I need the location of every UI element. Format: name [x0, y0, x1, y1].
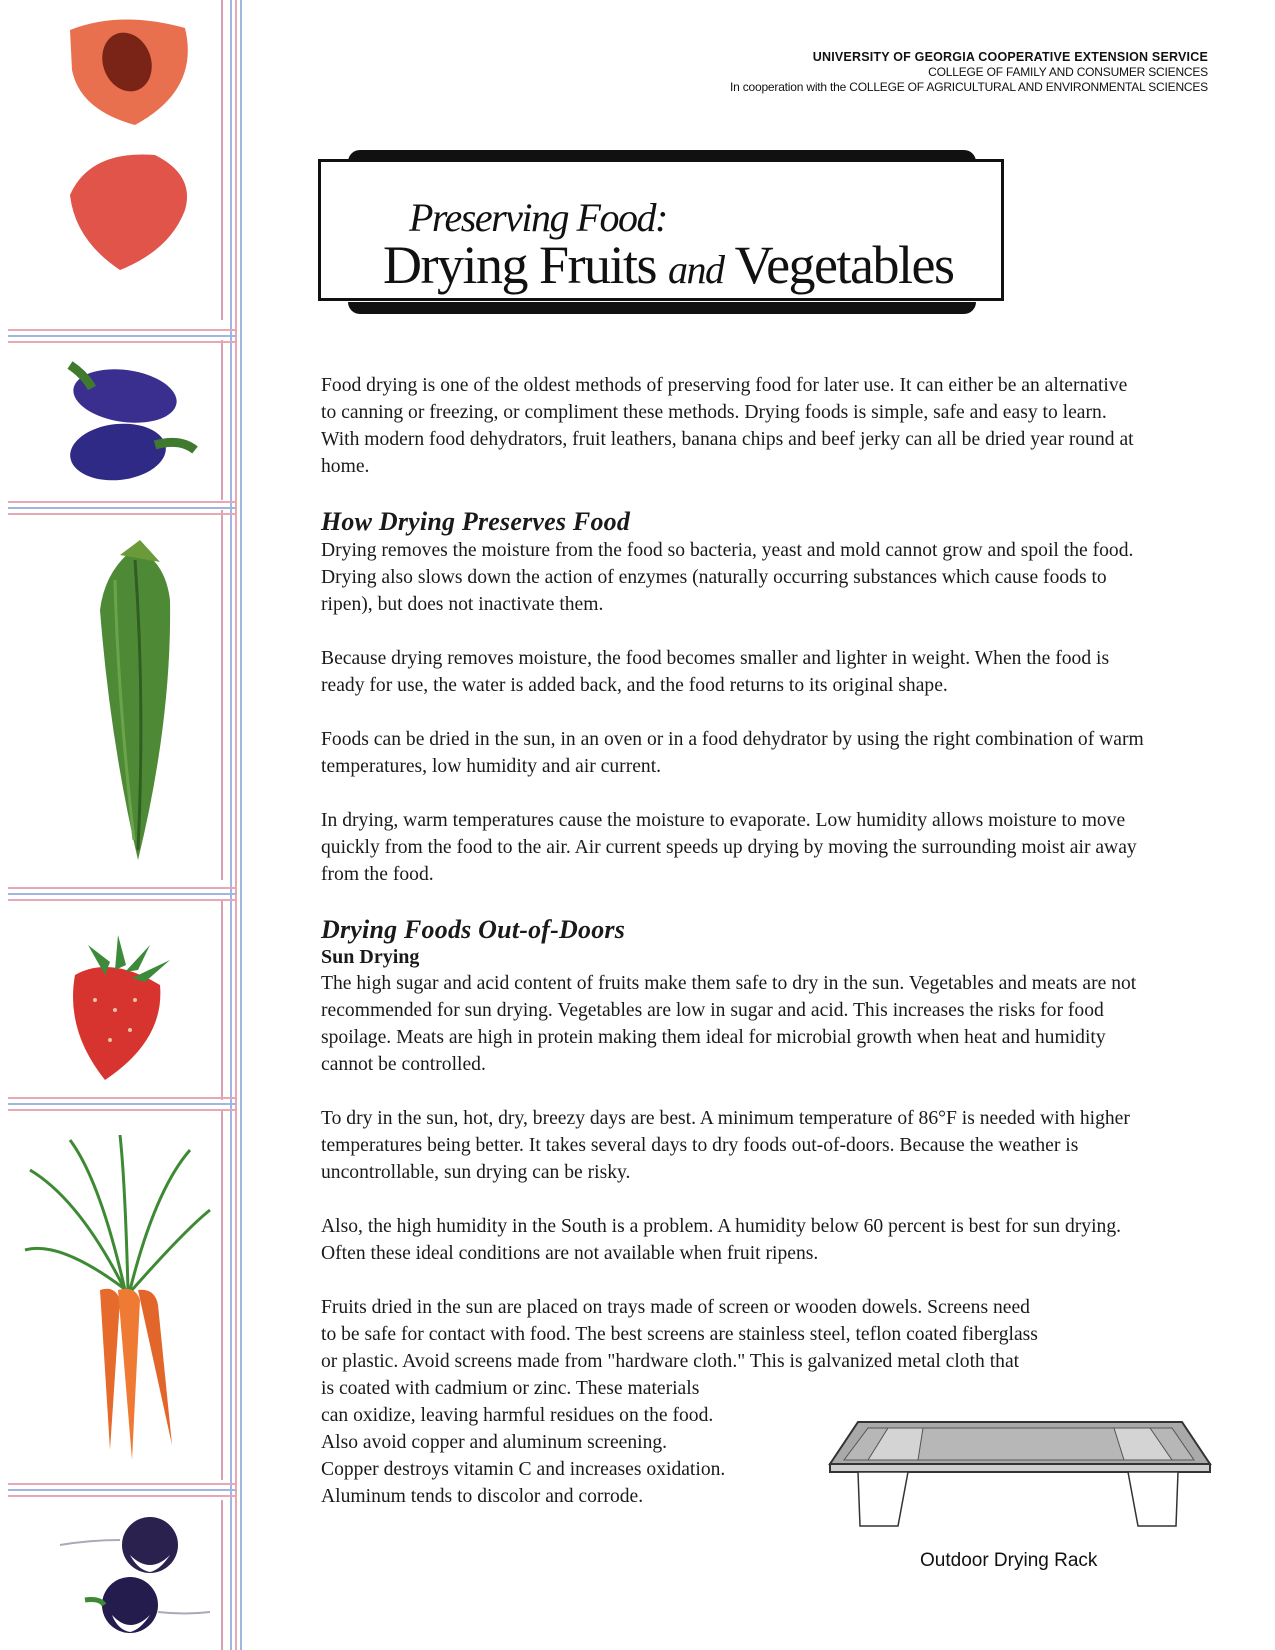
- section2-paragraph-3: Also, the high humidity in the South is a problem. A humidity below 60 percent is best for sun drying. Often these ideal conditions are not available when fruit ripens.: [321, 1216, 1122, 1264]
- paragraph-line: or plastic. Avoid screens made from "hardware cloth." This is galvanized metal cloth that: [321, 1351, 1020, 1372]
- article-body: [321, 372, 1201, 1510]
- okra-icon: [100, 540, 170, 860]
- section1-paragraph-2: Because drying removes moisture, the food becomes smaller and lighter in weight. When the food is ready for use, the water is added back, and the food returns to its original shape.: [321, 648, 1110, 696]
- drying-rack-illustration: [828, 1412, 1212, 1562]
- title-tab-bottom: [348, 302, 976, 314]
- section2-paragraph-1: The high sugar and acid content of fruits make them safe to dry in the sun. Vegetables and meats are not recommended for sun drying. Vegetables are low in sugar and acid. This increases the risks for food spoilage. Meats are high in protein making them ideal for microbial growth when heat and humidity cannot be controlled.: [321, 973, 1137, 1075]
- title-part-2: Vegetables: [734, 235, 954, 295]
- carrot-icon: [25, 1135, 210, 1460]
- org-header: [730, 50, 1208, 95]
- section1-paragraph-4: In drying, warm temperatures cause the moisture to evaporate. Low humidity allows moisture to move quickly from the food to the air. Air current speeds up drying by moving the surrounding moist air away from the food.: [321, 810, 1137, 885]
- section-heading-how-drying: How Drying Preserves Food: [321, 507, 631, 536]
- eggplant-icon: [67, 363, 195, 485]
- title-box: [318, 150, 1008, 314]
- paragraph-line: is coated with cadmium or zinc. These materials: [321, 1378, 700, 1399]
- intro-paragraph: Food drying is one of the oldest methods of preserving food for later use. It can either be an alternative to canning or freezing, or compliment these methods. Drying foods is simple, safe and easy to learn. With modern food dehydrators, fruit leathers, banana chips and beef jerky can all be dried year round at home.: [321, 375, 1134, 477]
- peach-icon: [70, 19, 188, 270]
- paragraph-line: Aluminum tends to discolor and corrode.: [321, 1486, 644, 1507]
- paragraph-line: to be safe for contact with food. The best screens are stainless steel, teflon coated fiberglass: [321, 1324, 1038, 1345]
- strawberry-icon: [73, 935, 170, 1080]
- org-name: UNIVERSITY OF GEORGIA COOPERATIVE EXTENSION SERVICE: [812, 50, 1208, 64]
- page-subtitle: Preserving Food:: [409, 195, 667, 240]
- subheading-sun-drying: Sun Drying: [321, 946, 420, 968]
- page-title: [383, 234, 953, 296]
- section1-paragraph-3: Foods can be dried in the sun, in an oven or in a food dehydrator by using the right combination of warm temperatures, low humidity and air current.: [321, 729, 1144, 777]
- section2-paragraph-2: To dry in the sun, hot, dry, breezy days are best. A minimum temperature of 86°F is needed with higher temperatures being better. It takes several days to dry foods out-of-doors. Because the weather is uncontrollable, sun drying can be risky.: [321, 1108, 1130, 1183]
- section1-paragraph-1: Drying removes the moisture from the food so bacteria, yeast and mold cannot grow and spoil the food. Drying also slows down the action of enzymes (naturally occurring substances which cause foods to ripen), but does not inactivate them.: [321, 540, 1134, 615]
- illustration-strip: [0, 0, 250, 1650]
- paragraph-line: Copper destroys vitamin C and increases oxidation.: [321, 1459, 726, 1480]
- title-frame: [318, 159, 1004, 301]
- title-and: and: [668, 247, 724, 292]
- title-part-1: Drying Fruits: [383, 235, 657, 295]
- radish-icon: [60, 1517, 210, 1633]
- section-heading-out-of-doors: Drying Foods Out-of-Doors: [321, 915, 626, 944]
- cooperation-line: In cooperation with the COLLEGE OF AGRICULTURAL AND ENVIRONMENTAL SCIENCES: [729, 80, 1208, 94]
- college-name: COLLEGE OF FAMILY AND CONSUMER SCIENCES: [928, 65, 1208, 79]
- figure-caption: Outdoor Drying Rack: [920, 1550, 1098, 1571]
- vegetable-border-art: [0, 0, 250, 1650]
- paragraph-line: Also avoid copper and aluminum screening.: [321, 1432, 668, 1453]
- paragraph-line: can oxidize, leaving harmful residues on the food.: [321, 1405, 714, 1426]
- paragraph-line: Fruits dried in the sun are placed on trays made of screen or wooden dowels. Screens need: [321, 1297, 1030, 1318]
